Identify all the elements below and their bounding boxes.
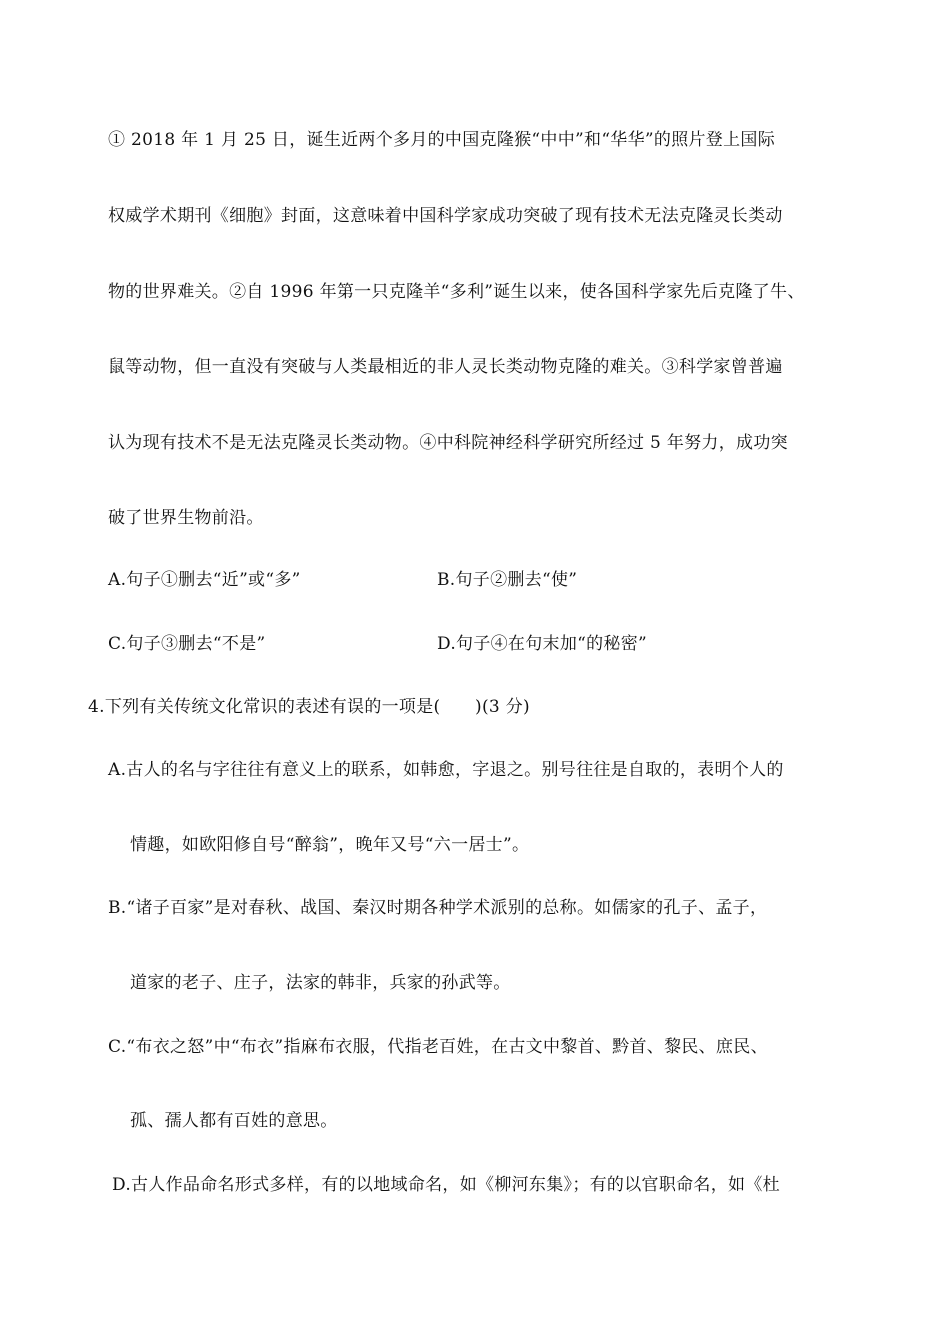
question-stem: 4.下列有关传统文化常识的表述有误的一项是( )(3 分) <box>88 697 530 717</box>
option-c-line-2: 孤、孺人都有百姓的意思。 <box>130 1111 338 1131</box>
passage-line: 鼠等动物，但一直没有突破与人类最相近的非人灵长类动物克隆的难关。③科学家曾普遍 <box>108 357 783 377</box>
passage-line: 破了世界生物前沿。 <box>108 508 264 528</box>
option-a-line-2: 情趣，如欧阳修自号“醉翁”，晚年又号“六一居士”。 <box>130 835 530 855</box>
option-b-line-2: 道家的老子、庄子，法家的韩非，兵家的孙武等。 <box>130 973 511 993</box>
option-b-line-1: B.“诸子百家”是对春秋、战国、秦汉时期各种学术派别的总称。如儒家的孔子、孟子， <box>108 898 768 918</box>
passage-line: ① 2018 年 1 月 25 日，诞生近两个多月的中国克隆猴“中中”和“华华”的照片登上国际 <box>108 130 775 150</box>
option-c: C.句子③删去“不是” <box>108 634 266 654</box>
option-a-line-1: A.古人的名与字往往有意义上的联系，如韩愈，字退之。别号往往是自取的，表明个人的 <box>108 760 784 780</box>
passage-line: 物的世界难关。②自 1996 年第一只克隆羊“多利”诞生以来，使各国科学家先后克隆了牛、 <box>108 282 805 302</box>
option-a: A.句子①删去“近”或“多” <box>108 570 301 590</box>
option-d: D.句子④在句末加“的秘密” <box>437 634 648 654</box>
option-c-line-1: C.“布衣之怒”中“布衣”指麻布衣服，代指老百姓，在古文中黎首、黔首、黎民、庶民、 <box>108 1037 768 1057</box>
passage-line: 认为现有技术不是无法克隆灵长类动物。④中科院神经科学研究所经过 5 年努力，成功突 <box>108 433 788 453</box>
option-d-line-1: D.古人作品命名形式多样，有的以地域命名，如《柳河东集》；有的以官职命名，如《杜 <box>112 1175 780 1195</box>
option-b: B.句子②删去“使” <box>437 570 578 590</box>
passage-line: 权威学术期刊《细胞》封面，这意味着中国科学家成功突破了现有技术无法克隆灵长类动 <box>108 206 783 226</box>
